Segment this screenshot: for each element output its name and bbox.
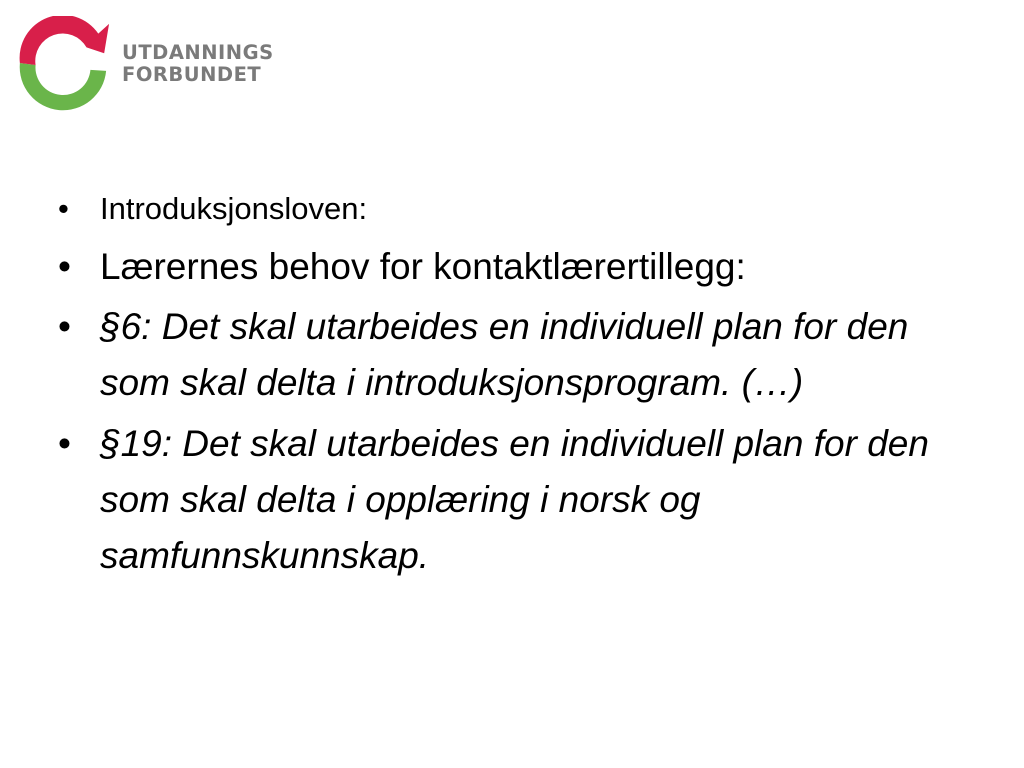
bullet-text: Lærernes behov for kontaktlærertillegg: xyxy=(100,246,746,287)
bullet-item-paragraph-19 xyxy=(56,416,976,584)
bullet-dot: • xyxy=(58,306,71,347)
bullet-text: Introduksjonsloven: xyxy=(100,191,368,226)
bullet-text: §6: Det skal utarbeides en individuell plan for den som skal delta i introduksjonsprogram. (…) xyxy=(100,306,909,403)
bullet-list xyxy=(56,186,976,589)
logo-line-2: FORBUNDET xyxy=(122,63,262,86)
bullet-item-paragraph-6 xyxy=(56,299,976,411)
bullet-item-kontaktlaerertillegg xyxy=(56,241,976,293)
bullet-dot: • xyxy=(58,191,69,226)
bullet-dot: • xyxy=(58,246,71,287)
bullet-item-introduksjonsloven xyxy=(56,186,976,232)
logo-line-1: UTDANNINGS xyxy=(122,41,274,64)
utdanningsforbundet-logo xyxy=(14,16,274,114)
bullet-dot: • xyxy=(58,423,71,464)
bullet-text: §19: Det skal utarbeides en individuell plan for den som skal delta i opplæring i norsk og samfunnskunnskap. xyxy=(100,423,929,576)
logo-ring-icon xyxy=(14,16,112,114)
logo-wordmark xyxy=(122,42,274,86)
